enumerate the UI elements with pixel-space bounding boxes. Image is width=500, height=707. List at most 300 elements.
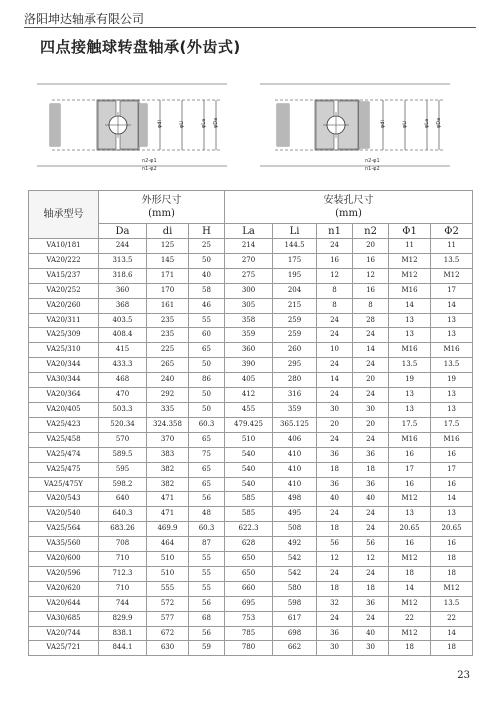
value-cell: 24 xyxy=(353,522,389,537)
value-cell: 498 xyxy=(273,492,317,507)
value-cell: 16 xyxy=(317,253,353,268)
drawing-right-label-1: n2-φ1 xyxy=(365,158,380,164)
value-cell: 585 xyxy=(225,507,273,522)
value-cell: 18 xyxy=(317,581,353,596)
value-cell: 455 xyxy=(225,402,273,417)
value-cell: 171 xyxy=(147,268,189,283)
table-row xyxy=(29,313,473,328)
value-cell: M16 xyxy=(389,283,431,298)
value-cell: 471 xyxy=(147,507,189,522)
value-cell: 55 xyxy=(189,552,225,567)
value-cell: 542 xyxy=(273,566,317,581)
value-cell: 36 xyxy=(317,477,353,492)
value-cell: 13 xyxy=(389,313,431,328)
value-cell: 55 xyxy=(189,313,225,328)
value-cell: 144.5 xyxy=(273,239,317,254)
column-header: Li xyxy=(273,224,317,239)
value-cell: 540 xyxy=(225,447,273,462)
value-cell: 335 xyxy=(147,402,189,417)
value-cell: 383 xyxy=(147,447,189,462)
column-header: n2 xyxy=(353,224,389,239)
table-row xyxy=(29,253,473,268)
value-cell: 19 xyxy=(431,373,473,388)
value-cell: 479.425 xyxy=(225,417,273,432)
value-cell: 403.5 xyxy=(99,313,147,328)
value-cell: 14 xyxy=(389,298,431,313)
value-cell: 170 xyxy=(147,283,189,298)
model-cell: VA25/309 xyxy=(29,328,99,343)
table-row xyxy=(29,417,473,432)
value-cell: 175 xyxy=(273,253,317,268)
column-header: H xyxy=(189,224,225,239)
value-cell: 13.5 xyxy=(431,253,473,268)
table-row xyxy=(29,388,473,403)
value-cell: 59 xyxy=(189,641,225,656)
value-cell: 225 xyxy=(147,343,189,358)
drawing-left-label-3: φdi xyxy=(157,120,163,128)
value-cell: 753 xyxy=(225,611,273,626)
value-cell: 22 xyxy=(389,611,431,626)
value-cell: 86 xyxy=(189,373,225,388)
model-cell: VA30/685 xyxy=(29,611,99,626)
value-cell: 46 xyxy=(189,298,225,313)
table-row xyxy=(29,402,473,417)
value-cell: 585 xyxy=(225,492,273,507)
value-cell: 56 xyxy=(189,596,225,611)
model-cell: VA25/474 xyxy=(29,447,99,462)
value-cell: 28 xyxy=(353,313,389,328)
value-cell: 12 xyxy=(317,268,353,283)
mounting-holes-unit: (mm) xyxy=(335,208,362,219)
table-row xyxy=(29,343,473,358)
value-cell: 214 xyxy=(225,239,273,254)
value-cell: 708 xyxy=(99,537,147,552)
value-cell: 36 xyxy=(317,447,353,462)
model-cell: VA25/475 xyxy=(29,462,99,477)
table-row xyxy=(29,328,473,343)
value-cell: 13 xyxy=(389,402,431,417)
value-cell: 8 xyxy=(317,298,353,313)
value-cell: 628 xyxy=(225,537,273,552)
value-cell: 370 xyxy=(147,432,189,447)
value-cell: 24 xyxy=(317,566,353,581)
value-cell: 20 xyxy=(353,373,389,388)
value-cell: 30 xyxy=(317,402,353,417)
value-cell: 24 xyxy=(317,611,353,626)
model-cell: VA20/364 xyxy=(29,388,99,403)
value-cell: M12 xyxy=(431,268,473,283)
value-cell: 16 xyxy=(389,537,431,552)
value-cell: 695 xyxy=(225,596,273,611)
value-cell: 468 xyxy=(99,373,147,388)
table-row xyxy=(29,432,473,447)
value-cell: 24 xyxy=(317,507,353,522)
value-cell: 20.65 xyxy=(389,522,431,537)
value-cell: 36 xyxy=(353,447,389,462)
value-cell: 617 xyxy=(273,611,317,626)
value-cell: 195 xyxy=(273,268,317,283)
model-cell: VA20/311 xyxy=(29,313,99,328)
value-cell: 40 xyxy=(353,492,389,507)
value-cell: 471 xyxy=(147,492,189,507)
value-cell: 13.5 xyxy=(431,596,473,611)
value-cell: 40 xyxy=(317,492,353,507)
value-cell: 48 xyxy=(189,507,225,522)
value-cell: 406 xyxy=(273,432,317,447)
value-cell: M12 xyxy=(389,626,431,641)
value-cell: 16 xyxy=(353,283,389,298)
column-header: Da xyxy=(99,224,147,239)
model-cell: VA25/721 xyxy=(29,641,99,656)
value-cell: 11 xyxy=(431,239,473,254)
value-cell: 24 xyxy=(353,328,389,343)
column-header: Φ2 xyxy=(431,224,473,239)
value-cell: 390 xyxy=(225,358,273,373)
bearing-spec-table xyxy=(28,190,473,656)
value-cell: 16 xyxy=(431,537,473,552)
model-cell: VA20/540 xyxy=(29,507,99,522)
value-cell: 32 xyxy=(317,596,353,611)
bearing-drawing-right xyxy=(255,70,455,180)
value-cell: 65 xyxy=(189,432,225,447)
model-cell: VA20/222 xyxy=(29,253,99,268)
model-cell: VA25/475Y xyxy=(29,477,99,492)
value-cell: 24 xyxy=(317,239,353,254)
model-cell: VA20/600 xyxy=(29,552,99,567)
value-cell: 660 xyxy=(225,581,273,596)
value-cell: M16 xyxy=(431,343,473,358)
table-row xyxy=(29,611,473,626)
column-header: Φ1 xyxy=(389,224,431,239)
value-cell: 305 xyxy=(225,298,273,313)
value-cell: 56 xyxy=(189,626,225,641)
table-row xyxy=(29,596,473,611)
value-cell: 838.1 xyxy=(99,626,147,641)
value-cell: 24 xyxy=(353,432,389,447)
value-cell: 410 xyxy=(273,477,317,492)
drawing-right-label-5: φLa xyxy=(424,118,430,128)
value-cell: 469.9 xyxy=(147,522,189,537)
value-cell: 595 xyxy=(99,462,147,477)
value-cell: 24 xyxy=(353,358,389,373)
model-column-header: 轴承型号 xyxy=(29,191,99,239)
value-cell: 313.5 xyxy=(99,253,147,268)
value-cell: 215 xyxy=(273,298,317,313)
value-cell: 300 xyxy=(225,283,273,298)
value-cell: 382 xyxy=(147,477,189,492)
value-cell: 520.34 xyxy=(99,417,147,432)
value-cell: 65 xyxy=(189,477,225,492)
value-cell: 24 xyxy=(353,388,389,403)
value-cell: M12 xyxy=(389,253,431,268)
value-cell: 17.5 xyxy=(431,417,473,432)
value-cell: 19 xyxy=(389,373,431,388)
model-cell: VA20/260 xyxy=(29,298,99,313)
value-cell: 412 xyxy=(225,388,273,403)
value-cell: 359 xyxy=(273,402,317,417)
value-cell: 60 xyxy=(189,328,225,343)
value-cell: 12 xyxy=(353,268,389,283)
value-cell: 13 xyxy=(431,402,473,417)
value-cell: 744 xyxy=(99,596,147,611)
drawing-right-label-6: φDa xyxy=(436,117,442,128)
table-row xyxy=(29,522,473,537)
value-cell: 13 xyxy=(389,388,431,403)
value-cell: 589.5 xyxy=(99,447,147,462)
value-cell: 540 xyxy=(225,462,273,477)
value-cell: 683.26 xyxy=(99,522,147,537)
drawing-left-label-6: φDa xyxy=(213,117,219,128)
value-cell: 710 xyxy=(99,581,147,596)
value-cell: 24 xyxy=(317,388,353,403)
value-cell: 30 xyxy=(317,641,353,656)
value-cell: 161 xyxy=(147,298,189,313)
value-cell: 405 xyxy=(225,373,273,388)
value-cell: 18 xyxy=(317,522,353,537)
value-cell: M12 xyxy=(431,581,473,596)
model-cell: VA20/644 xyxy=(29,596,99,611)
table-row xyxy=(29,447,473,462)
value-cell: 464 xyxy=(147,537,189,552)
value-cell: 24 xyxy=(353,507,389,522)
model-cell: VA20/744 xyxy=(29,626,99,641)
value-cell: 24 xyxy=(317,328,353,343)
drawing-right-label-2: n1-φ2 xyxy=(365,166,380,172)
value-cell: 24 xyxy=(317,358,353,373)
column-header: La xyxy=(225,224,273,239)
value-cell: 640 xyxy=(99,492,147,507)
value-cell: 14 xyxy=(431,492,473,507)
value-cell: 365.125 xyxy=(273,417,317,432)
value-cell: 712.3 xyxy=(99,566,147,581)
value-cell: 60.3 xyxy=(189,522,225,537)
value-cell: 58 xyxy=(189,283,225,298)
value-cell: 844.1 xyxy=(99,641,147,656)
table-row xyxy=(29,641,473,656)
value-cell: 36 xyxy=(353,596,389,611)
value-cell: 25 xyxy=(189,239,225,254)
value-cell: 570 xyxy=(99,432,147,447)
value-cell: 11 xyxy=(389,239,431,254)
value-cell: 56 xyxy=(353,537,389,552)
value-cell: 360 xyxy=(99,283,147,298)
table-row xyxy=(29,492,473,507)
value-cell: 360 xyxy=(225,343,273,358)
value-cell: 295 xyxy=(273,358,317,373)
value-cell: 785 xyxy=(225,626,273,641)
table-row xyxy=(29,537,473,552)
value-cell: 50 xyxy=(189,402,225,417)
model-cell: VA35/560 xyxy=(29,537,99,552)
table-row xyxy=(29,477,473,492)
model-cell: VA20/344 xyxy=(29,358,99,373)
value-cell: 492 xyxy=(273,537,317,552)
table-row xyxy=(29,268,473,283)
value-cell: 50 xyxy=(189,388,225,403)
outer-dimensions-unit: (mm) xyxy=(148,208,175,219)
table-row xyxy=(29,552,473,567)
value-cell: 598 xyxy=(273,596,317,611)
drawing-left-label-2: n1-φ2 xyxy=(142,166,157,172)
value-cell: 495 xyxy=(273,507,317,522)
drawing-right-label-4: φLi xyxy=(402,120,408,128)
value-cell: 259 xyxy=(273,328,317,343)
value-cell: 580 xyxy=(273,581,317,596)
value-cell: M12 xyxy=(389,492,431,507)
value-cell: 30 xyxy=(353,641,389,656)
value-cell: 8 xyxy=(317,283,353,298)
value-cell: 14 xyxy=(353,343,389,358)
value-cell: 382 xyxy=(147,462,189,477)
model-cell: VA25/310 xyxy=(29,343,99,358)
value-cell: 125 xyxy=(147,239,189,254)
value-cell: M16 xyxy=(431,432,473,447)
value-cell: 18 xyxy=(353,462,389,477)
drawing-right-label-3: φdi xyxy=(380,120,386,128)
value-cell: 55 xyxy=(189,581,225,596)
value-cell: 13.5 xyxy=(389,358,431,373)
value-cell: 18 xyxy=(389,566,431,581)
bearing-drawing-left xyxy=(32,70,232,180)
model-cell: VA20/252 xyxy=(29,283,99,298)
value-cell: 316 xyxy=(273,388,317,403)
value-cell: 18 xyxy=(317,462,353,477)
model-cell: VA30/344 xyxy=(29,373,99,388)
model-cell: VA20/620 xyxy=(29,581,99,596)
value-cell: 260 xyxy=(273,343,317,358)
value-cell: 12 xyxy=(353,552,389,567)
value-cell: 270 xyxy=(225,253,273,268)
value-cell: 50 xyxy=(189,253,225,268)
value-cell: 12 xyxy=(317,552,353,567)
header-rule xyxy=(24,27,476,28)
table-row xyxy=(29,373,473,388)
value-cell: 55 xyxy=(189,566,225,581)
value-cell: 17 xyxy=(389,462,431,477)
value-cell: 235 xyxy=(147,313,189,328)
value-cell: 13 xyxy=(431,313,473,328)
value-cell: 17 xyxy=(431,462,473,477)
value-cell: 630 xyxy=(147,641,189,656)
company-name: 洛阳坤达轴承有限公司 xyxy=(24,12,145,26)
value-cell: 36 xyxy=(353,477,389,492)
value-cell: 510 xyxy=(147,552,189,567)
value-cell: 13 xyxy=(431,388,473,403)
value-cell: 87 xyxy=(189,537,225,552)
table-row xyxy=(29,298,473,313)
value-cell: 555 xyxy=(147,581,189,596)
value-cell: 672 xyxy=(147,626,189,641)
value-cell: 65 xyxy=(189,462,225,477)
value-cell: 13.5 xyxy=(431,358,473,373)
value-cell: 13 xyxy=(389,328,431,343)
drawing-left-label-5: φLa xyxy=(201,118,207,128)
value-cell: 8 xyxy=(353,298,389,313)
value-cell: 56 xyxy=(189,492,225,507)
mounting-holes-title: 安装孔尺寸 xyxy=(323,195,374,206)
table-row xyxy=(29,626,473,641)
model-cell: VA25/564 xyxy=(29,522,99,537)
value-cell: 265 xyxy=(147,358,189,373)
value-cell: 30 xyxy=(353,402,389,417)
value-cell: 577 xyxy=(147,611,189,626)
value-cell: 22 xyxy=(431,611,473,626)
value-cell: 16 xyxy=(431,447,473,462)
value-cell: 433.3 xyxy=(99,358,147,373)
value-cell: 50 xyxy=(189,358,225,373)
value-cell: 14 xyxy=(431,626,473,641)
value-cell: 292 xyxy=(147,388,189,403)
value-cell: 14 xyxy=(431,298,473,313)
value-cell: 650 xyxy=(225,552,273,567)
outer-dimensions-header xyxy=(99,191,225,224)
table-row xyxy=(29,566,473,581)
mounting-holes-header xyxy=(225,191,473,224)
table-row xyxy=(29,358,473,373)
value-cell: 18 xyxy=(431,552,473,567)
model-cell: VA25/458 xyxy=(29,432,99,447)
value-cell: 20.65 xyxy=(431,522,473,537)
value-cell: 540 xyxy=(225,477,273,492)
value-cell: 10 xyxy=(317,343,353,358)
table-row xyxy=(29,283,473,298)
value-cell: 18 xyxy=(353,581,389,596)
value-cell: M16 xyxy=(389,432,431,447)
value-cell: 508 xyxy=(273,522,317,537)
value-cell: 68 xyxy=(189,611,225,626)
value-cell: 13 xyxy=(389,507,431,522)
value-cell: 235 xyxy=(147,328,189,343)
page-title: 四点接触球转盘轴承(外齿式) xyxy=(40,38,241,56)
value-cell: 503.3 xyxy=(99,402,147,417)
value-cell: 18 xyxy=(431,641,473,656)
value-cell: 542 xyxy=(273,552,317,567)
value-cell: M16 xyxy=(389,343,431,358)
value-cell: 204 xyxy=(273,283,317,298)
value-cell: 65 xyxy=(189,343,225,358)
column-header: n1 xyxy=(317,224,353,239)
value-cell: 75 xyxy=(189,447,225,462)
value-cell: 780 xyxy=(225,641,273,656)
value-cell: 510 xyxy=(225,432,273,447)
value-cell: 17.5 xyxy=(389,417,431,432)
value-cell: 16 xyxy=(431,477,473,492)
table-row xyxy=(29,507,473,522)
value-cell: 24 xyxy=(353,611,389,626)
value-cell: 60.3 xyxy=(189,417,225,432)
value-cell: 240 xyxy=(147,373,189,388)
value-cell: 16 xyxy=(353,253,389,268)
value-cell: 14 xyxy=(317,373,353,388)
drawing-left-label-4: φLi xyxy=(179,120,185,128)
value-cell: 358 xyxy=(225,313,273,328)
value-cell: 24 xyxy=(353,566,389,581)
value-cell: 650 xyxy=(225,566,273,581)
table-row xyxy=(29,581,473,596)
value-cell: 13 xyxy=(431,507,473,522)
drawing-left-label-1: n2-φ1 xyxy=(142,158,157,164)
value-cell: 18 xyxy=(431,566,473,581)
value-cell: 408.4 xyxy=(99,328,147,343)
value-cell: 244 xyxy=(99,239,147,254)
value-cell: 572 xyxy=(147,596,189,611)
value-cell: 662 xyxy=(273,641,317,656)
value-cell: 17 xyxy=(431,283,473,298)
column-header: di xyxy=(147,224,189,239)
model-cell: VA25/423 xyxy=(29,417,99,432)
value-cell: 20 xyxy=(317,417,353,432)
value-cell: 698 xyxy=(273,626,317,641)
